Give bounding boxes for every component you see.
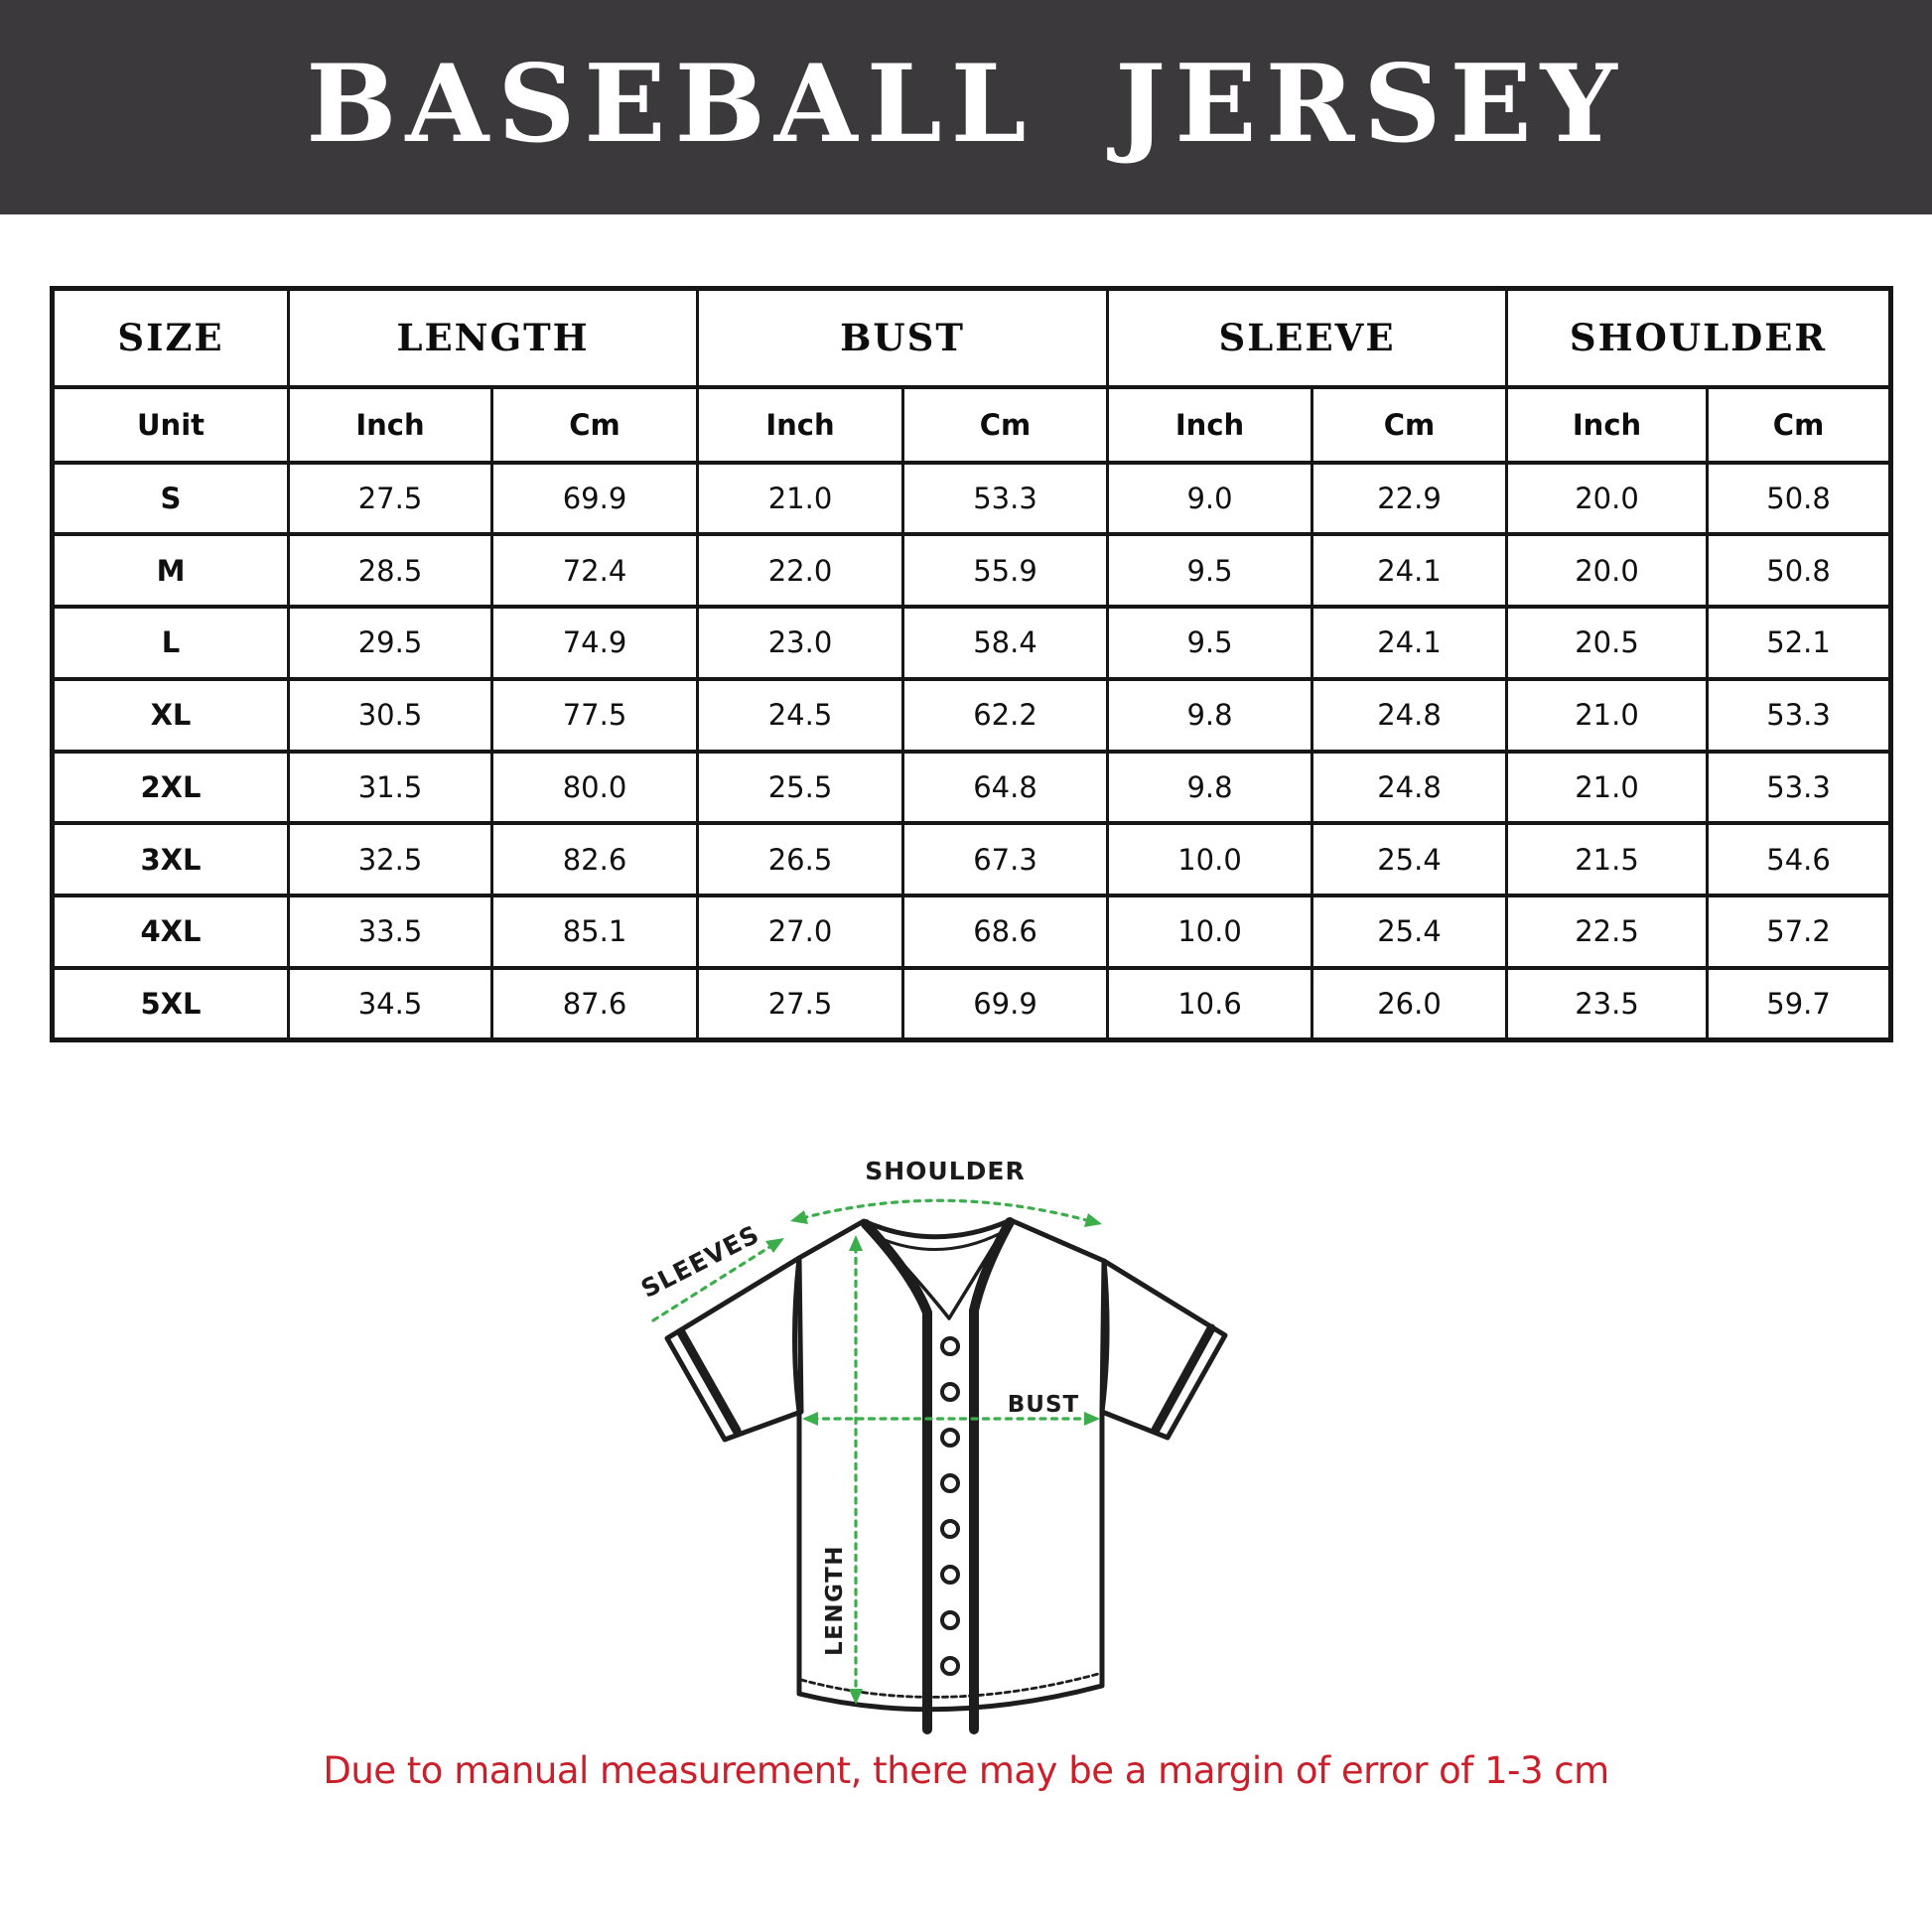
measurement-cell: 31.5: [289, 752, 492, 824]
unit-header-cm: Cm: [492, 387, 698, 463]
measurement-cell: 9.8: [1108, 679, 1312, 752]
table-group-header-row: [53, 289, 1891, 387]
size-label: 3XL: [53, 823, 289, 896]
measurement-cell: 20.0: [1507, 463, 1708, 535]
measurement-cell: 50.8: [1708, 534, 1891, 607]
size-row-5xl: [53, 968, 1891, 1040]
length-label: LENGTH: [822, 1544, 848, 1657]
measurement-cell: 10.0: [1108, 823, 1312, 896]
measurement-cell: 80.0: [492, 752, 698, 824]
measurement-cell: 57.2: [1708, 896, 1891, 968]
measurement-cell: 82.6: [492, 823, 698, 896]
size-row-m: [53, 534, 1891, 607]
size-label: L: [53, 607, 289, 679]
measurement-cell: 10.0: [1108, 896, 1312, 968]
measurement-cell: 67.3: [903, 823, 1108, 896]
measurement-cell: 9.0: [1108, 463, 1312, 535]
measurement-cell: 33.5: [289, 896, 492, 968]
shoulder-measure-arrow: [790, 1200, 1102, 1227]
measurement-cell: 32.5: [289, 823, 492, 896]
size-row-xl: [53, 679, 1891, 752]
measurement-cell: 24.8: [1312, 679, 1507, 752]
measurement-cell: 77.5: [492, 679, 698, 752]
measurement-cell: 22.5: [1507, 896, 1708, 968]
measurement-cell: 50.8: [1708, 463, 1891, 535]
shoulder-label: SHOULDER: [865, 1157, 1026, 1185]
button: [942, 1338, 958, 1354]
size-table: [50, 286, 1893, 1042]
button: [942, 1475, 958, 1491]
right-collar-placket-band: [974, 1222, 1010, 1729]
measurement-cell: 29.5: [289, 607, 492, 679]
measurement-cell: 74.9: [492, 607, 698, 679]
column-header-length: LENGTH: [289, 289, 698, 387]
column-header-shoulder: SHOULDER: [1507, 289, 1891, 387]
column-header-sleeve: SLEEVE: [1108, 289, 1507, 387]
placket-buttons: [942, 1338, 958, 1674]
measurement-cell: 23.0: [698, 607, 903, 679]
measurement-cell: 69.9: [903, 968, 1108, 1040]
unit-header-inch: Inch: [1108, 387, 1312, 463]
measurement-cell: 28.5: [289, 534, 492, 607]
sleeves-label: SLEEVES: [636, 1219, 764, 1304]
size-label: XL: [53, 679, 289, 752]
banner: [0, 0, 1932, 214]
column-header-bust: BUST: [698, 289, 1108, 387]
length-measure-arrow: [849, 1235, 863, 1705]
measurement-cell: 21.0: [1507, 679, 1708, 752]
unit-header-cm: Cm: [1312, 387, 1507, 463]
measurement-cell: 21.0: [1507, 752, 1708, 824]
measurement-cell: 52.1: [1708, 607, 1891, 679]
button: [942, 1658, 958, 1674]
measurement-cell: 21.5: [1507, 823, 1708, 896]
measurement-cell: 25.5: [698, 752, 903, 824]
measurement-cell: 22.0: [698, 534, 903, 607]
measurement-cell: 53.3: [1708, 752, 1891, 824]
unit-header: Unit: [53, 387, 289, 463]
measurement-cell: 68.6: [903, 896, 1108, 968]
measurement-cell: 64.8: [903, 752, 1108, 824]
measurement-cell: 20.5: [1507, 607, 1708, 679]
unit-header-inch: Inch: [289, 387, 492, 463]
button: [942, 1430, 958, 1446]
measurement-cell: 27.5: [289, 463, 492, 535]
unit-header-inch: Inch: [1507, 387, 1708, 463]
measurement-cell: 53.3: [903, 463, 1108, 535]
measurement-cell: 23.5: [1507, 968, 1708, 1040]
measurement-cell: 24.8: [1312, 752, 1507, 824]
measurement-cell: 30.5: [289, 679, 492, 752]
unit-header-inch: Inch: [698, 387, 903, 463]
size-row-2xl: [53, 752, 1891, 824]
size-row-3xl: [53, 823, 1891, 896]
size-label: 4XL: [53, 896, 289, 968]
button: [942, 1521, 958, 1537]
left-collar-placket-band: [866, 1224, 927, 1729]
measurement-cell: 54.6: [1708, 823, 1891, 896]
measurement-cell: 24.1: [1312, 534, 1507, 607]
measurement-cell: 59.7: [1708, 968, 1891, 1040]
jersey-measurement-diagram: [616, 1152, 1311, 1747]
size-row-4xl: [53, 896, 1891, 968]
size-label: 5XL: [53, 968, 289, 1040]
table-unit-header-row: [53, 387, 1891, 463]
measurement-cell: 27.5: [698, 968, 903, 1040]
measurement-cell: 9.8: [1108, 752, 1312, 824]
measurement-cell: 26.0: [1312, 968, 1507, 1040]
measurement-cell: 25.4: [1312, 896, 1507, 968]
measurement-cell: 24.5: [698, 679, 903, 752]
measurement-cell: 25.4: [1312, 823, 1507, 896]
unit-header-cm: Cm: [1708, 387, 1891, 463]
size-label: M: [53, 534, 289, 607]
size-row-l: [53, 607, 1891, 679]
measurement-cell: 27.0: [698, 896, 903, 968]
button: [942, 1612, 958, 1628]
column-header-size: SIZE: [53, 289, 289, 387]
measurement-cell: 9.5: [1108, 534, 1312, 607]
measurement-cell: 58.4: [903, 607, 1108, 679]
size-label: 2XL: [53, 752, 289, 824]
measurement-cell: 55.9: [903, 534, 1108, 607]
measurement-cell: 20.0: [1507, 534, 1708, 607]
measurement-cell: 26.5: [698, 823, 903, 896]
measurement-cell: 69.9: [492, 463, 698, 535]
measurement-cell: 85.1: [492, 896, 698, 968]
measurement-cell: 21.0: [698, 463, 903, 535]
bust-label: BUST: [1007, 1392, 1080, 1418]
page-title: BASEBALL JERSEY: [306, 42, 1626, 167]
measurement-cell: 53.3: [1708, 679, 1891, 752]
size-label: S: [53, 463, 289, 535]
unit-header-cm: Cm: [903, 387, 1108, 463]
measurement-cell: 72.4: [492, 534, 698, 607]
measurement-note: Due to manual measurement, there may be a margin of error of 1-3 cm: [323, 1749, 1609, 1792]
measurement-cell: 62.2: [903, 679, 1108, 752]
button: [942, 1384, 958, 1400]
size-row-s: [53, 463, 1891, 535]
measurement-cell: 9.5: [1108, 607, 1312, 679]
hem-stitch-line: [801, 1673, 1102, 1697]
button: [942, 1567, 958, 1583]
measurement-cell: 10.6: [1108, 968, 1312, 1040]
measurement-cell: 22.9: [1312, 463, 1507, 535]
measurement-cell: 24.1: [1312, 607, 1507, 679]
measurement-cell: 87.6: [492, 968, 698, 1040]
measurement-cell: 34.5: [289, 968, 492, 1040]
